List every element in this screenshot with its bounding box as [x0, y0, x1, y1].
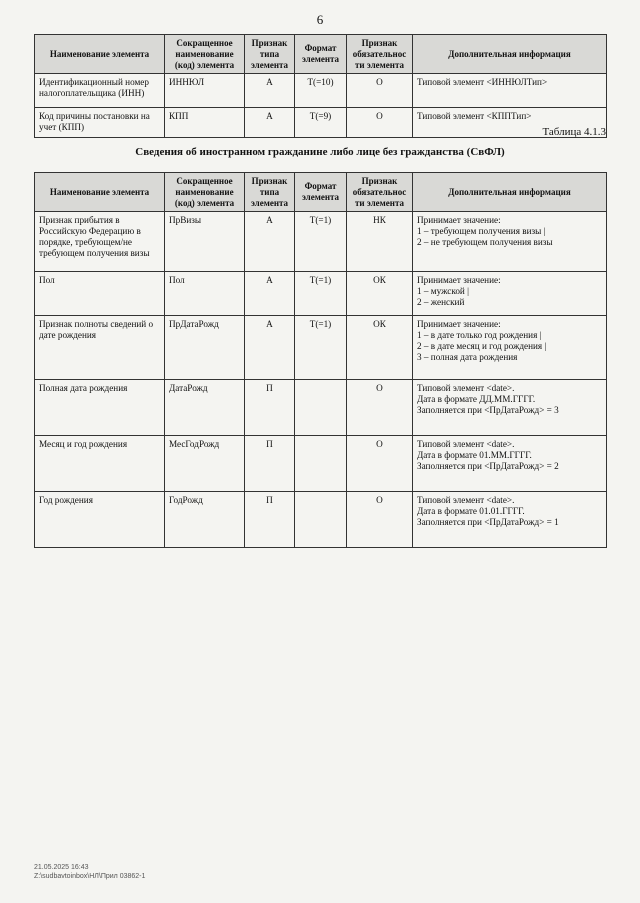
col-header: Формат элемента — [295, 173, 347, 212]
table-foreign-person — [34, 172, 607, 548]
cell-obligatory: ОК — [347, 272, 413, 316]
cell-name: Полная дата рождения — [35, 380, 165, 436]
info-line: Дата в формате 01.01.ГГГГ. — [417, 506, 525, 517]
col-header: Признак типа элемента — [245, 173, 295, 212]
cell-type: П — [245, 436, 295, 492]
cell-info — [413, 272, 607, 316]
col-header: Признак типа элемента — [245, 35, 295, 74]
col-header: Формат элемента — [295, 35, 347, 74]
info-line: Заполняется при <ПрДатаРожд> = 1 — [417, 517, 559, 528]
col-header: Дополнительная информация — [413, 173, 607, 212]
cell-code: ПрВизы — [165, 212, 245, 272]
cell-format — [295, 436, 347, 492]
cell-info — [413, 492, 607, 548]
info-line: 1 – в дате только год рождения | — [417, 330, 542, 341]
cell-code: ГодРожд — [165, 492, 245, 548]
info-line: 2 – не требующем получения визы — [417, 237, 553, 248]
info-line: 2 – женский — [417, 297, 465, 308]
footer-line: Z:\sudbavtoinbox\НЛ\Прил 03862-1 — [34, 872, 146, 880]
cell-info — [413, 316, 607, 380]
cell-code: МесГодРожд — [165, 436, 245, 492]
col-header: Сокращенное наименование (код) элемента — [165, 35, 245, 74]
cell-obligatory: О — [347, 436, 413, 492]
table-row — [35, 380, 607, 436]
info-line: Типовой элемент <date>. — [417, 383, 515, 394]
table-body — [35, 212, 607, 548]
info-line: Принимает значение: — [417, 215, 501, 226]
table-row — [35, 74, 607, 108]
cell-name: Год рождения — [35, 492, 165, 548]
cell-format: T(=1) — [295, 316, 347, 380]
col-header: Дополнительная информация — [413, 35, 607, 74]
cell-info — [413, 380, 607, 436]
col-header: Признак обязательности элемента — [347, 173, 413, 212]
cell-type: А — [245, 212, 295, 272]
table-row — [35, 108, 607, 138]
table-row — [35, 212, 607, 272]
cell-format — [295, 492, 347, 548]
cell-obligatory: ОК — [347, 316, 413, 380]
cell-info — [413, 212, 607, 272]
cell-format — [295, 380, 347, 436]
col-header: Наименование элемента — [35, 35, 165, 74]
cell-code: ИННЮЛ — [165, 74, 245, 108]
info-line: Типовой элемент <date>. — [417, 495, 515, 506]
cell-obligatory: О — [347, 380, 413, 436]
cell-info — [413, 74, 607, 108]
footer-line: 21.05.2025 16:43 — [34, 863, 89, 871]
cell-name: Признак прибытия в Российскую Федерацию в порядке, требующем/не требующем получения визы — [35, 212, 165, 272]
info-line: Типовой элемент <КППТип> — [417, 111, 532, 122]
table-row — [35, 272, 607, 316]
info-line: 2 – в дате месяц и год рождения | — [417, 341, 547, 352]
col-header: Наименование элемента — [35, 173, 165, 212]
cell-format: T(=10) — [295, 74, 347, 108]
cell-name: Месяц и год рождения — [35, 436, 165, 492]
cell-name: Код причины постановки на учет (КПП) — [35, 108, 165, 138]
col-header: Признак обязательности элемента — [347, 35, 413, 74]
info-line: Типовой элемент <date>. — [417, 439, 515, 450]
cell-obligatory: О — [347, 108, 413, 138]
table-row — [35, 316, 607, 380]
info-line: Принимает значение: — [417, 319, 501, 330]
footer-stamp — [34, 863, 145, 881]
info-line: Принимает значение: — [417, 275, 501, 286]
cell-format: T(=1) — [295, 272, 347, 316]
info-line: Дата в формате 01.ММ.ГГГГ. — [417, 450, 532, 461]
cell-name: Пол — [35, 272, 165, 316]
cell-obligatory: О — [347, 492, 413, 548]
cell-obligatory: О — [347, 74, 413, 108]
page-number: 6 — [316, 12, 324, 27]
cell-name: Признак полноты сведений о дате рождения — [35, 316, 165, 380]
cell-code: ПрДатаРожд — [165, 316, 245, 380]
info-line: Типовой элемент <ИННЮЛТип> — [417, 77, 548, 88]
cell-type: А — [245, 272, 295, 316]
cell-type: А — [245, 316, 295, 380]
cell-type: П — [245, 380, 295, 436]
info-line: 1 – требующем получения визы | — [417, 226, 546, 237]
col-header: Сокращенное наименование (код) элемента — [165, 173, 245, 212]
table-row — [35, 492, 607, 548]
table-legal-entity-ids — [34, 34, 607, 138]
info-line: Заполняется при <ПрДатаРожд> = 3 — [417, 405, 559, 416]
cell-name: Идентификационный номер налогоплательщика (ИНН) — [35, 74, 165, 108]
info-line: 1 – мужской | — [417, 286, 469, 297]
info-line: Дата в формате ДД.ММ.ГГГГ. — [417, 394, 536, 405]
table-number: Таблица 4.1.3 — [542, 126, 606, 138]
cell-code: КПП — [165, 108, 245, 138]
info-line: 3 – полная дата рождения — [417, 352, 518, 363]
table-body — [35, 74, 607, 138]
cell-obligatory: НК — [347, 212, 413, 272]
cell-code: ДатаРожд — [165, 380, 245, 436]
cell-format: T(=9) — [295, 108, 347, 138]
info-line: Заполняется при <ПрДатаРожд> = 2 — [417, 461, 559, 472]
table-title: Сведения об иностранном гражданине либо лице без гражданства (СвФЛ) — [135, 146, 505, 158]
cell-code: Пол — [165, 272, 245, 316]
cell-info — [413, 436, 607, 492]
table-row — [35, 436, 607, 492]
cell-type: А — [245, 74, 295, 108]
cell-type: А — [245, 108, 295, 138]
table-header-row — [35, 35, 607, 74]
cell-format: T(=1) — [295, 212, 347, 272]
table-header-row — [35, 173, 607, 212]
cell-type: П — [245, 492, 295, 548]
